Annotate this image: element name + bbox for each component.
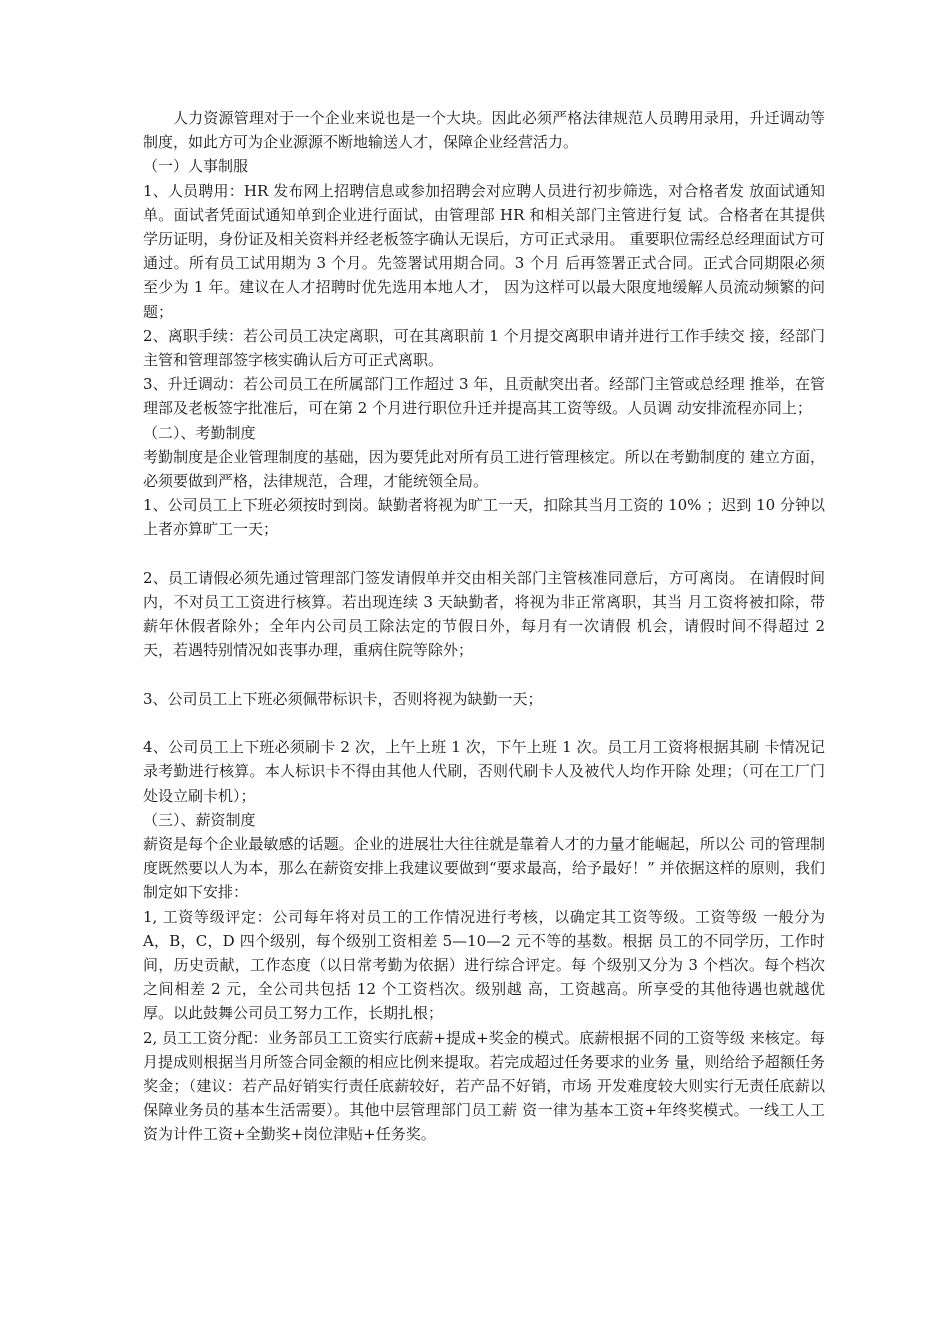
paragraph-salary-grade: 1, 工资等级评定：公司每年将对员工的工作情况进行考核，以确定其工资等级。工资等级 一般分为 A，B，C，D 四个级别，每个级别工资相差 5—10—2 元不等的基数。根据 员工的不同学历，工作时间，历史贡献，工作态度（以日常考勤为依据）进行综合评定。每 个级别又分为 3 个档次。每个档次之间相差 2 元，全公司共包括 12 个工资档次。级别越 高，工资越高。所享受的其他待遇也就越优厚。以此鼓舞公司员工努力工作，长期扎根； [143,907,825,1023]
paragraph-attendance-3: 3、公司员工上下班必须佩带标识卡，否则将视为缺勤一天； [143,689,543,708]
paragraph-attendance-1: 1、公司员工上下班必须按时到岗。缺勤者将视为旷工一天，扣除其当月工资的 10% ；迟到 10 分钟以上者亦算旷工一天； [143,496,825,539]
blank-line [143,711,825,735]
blank-line [143,663,825,687]
paragraph-promotion: 3、升迁调动：若公司员工在所属部门工作超过 3 年，且贡献突出者。经部门主管或总经理 推举，在管理部及老板签字批准后，可在第 2 个月进行职位升迁并提高其工资等级。人员调 动安排流程亦同上； [143,375,825,418]
section-heading-salary: （三）、薪资制度 [143,810,256,829]
paragraph-attendance-intro: 考勤制度是企业管理制度的基础，因为要凭此对所有员工进行管理核定。所以在考勤制度的 建立方面，必须要做到严格，法律规范，合理，才能统领全局。 [143,447,825,491]
section-heading-attendance: （二）、考勤制度 [143,423,256,442]
paragraph-salary-intro: 薪资是每个企业最敏感的话题。企业的进展壮大往往就是靠着人才的力量才能崛起，所以公 司的管理制度既然要以人为本，那么在薪资安排上我建议要做到“要求最高，给予最好！” 并依据这样的原则，我们制定如下安排： [143,835,825,902]
paragraph-recruitment: 1、人员聘用：HR 发布网上招聘信息或参加招聘会对应聘人员进行初步筛选，对合格者发 放面试通知单。面试者凭面试通知单到企业进行面试，由管理部 HR 和相关部门主管进行复 试。合格者在其提供学历证明，身份证及相关资料并经老板签字确认无误后，方可正式录用。 重要职位需经总经理面试方可通过。所有员工试用期为 3 个月。先签署试用期合同。3 个月 后再签署正式合同。正式合同期限必须至少为 1 年。建议在人才招聘时优先选用本地人才， 因为这样可以最大限度地缓解人员流动频繁的问题； [143,181,825,321]
paragraph-attendance-2: 2、员工请假必须先通过管理部门签发请假单并交由相关部门主管核准同意后，方可离岗。 在请假时间内，不对员工工资进行核算。若出现连续 3 天缺勤者，将视为非正常离职，其当 月工资将被扣除，带薪年休假者除外；全年内公司员工除法定的节假日外，每月有一次请假 机会，请假时间不得超过 2 天，若遇特别情况如丧事办理，重病住院等除外； [143,568,825,660]
document-page [143,106,825,1147]
paragraph-attendance-4: 4、公司员工上下班必须刷卡 2 次，上午上班 1 次，下午上班 1 次。员工月工资将根据其刷 卡情况记录考勤进行核算。本人标识卡不得由其他人代刷，否则代刷卡人及被代人均作开除 处理；（可在工厂门处设立刷卡机）； [143,738,825,805]
section-heading-personnel: （一）人事制服 [143,157,249,176]
blank-line [143,542,825,566]
intro-paragraph: 人力资源管理对于一个企业来说也是一个大块。因此必须严格法律规范人员聘用录用，升迁调动等制度，如此方可为企业源源不断地输送人才，保障企业经营活力。 [143,109,825,152]
paragraph-salary-distribution: 2, 员工工资分配：业务部员工工资实行底薪+提成+奖金的模式。底薪根据不同的工资等级 来核定。每月提成则根据当月所签合同金额的相应比例来提取。若完成超过任务要求的业务 量，则给给予超额任务奖金；（建议：若产品好销实行责任底薪较好，若产品不好销，市场 开发难度较大则实行无责任底薪以保障业务员的基本生活需要）。其他中层管理部门员工薪 资一律为基本工资+年终奖模式。一线工人工资为计件工资+全勤奖+岗位津贴+任务奖。 [143,1028,825,1144]
paragraph-resignation: 2、离职手续：若公司员工决定离职，可在其离职前 1 个月提交离职申请并进行工作手续交 接，经部门主管和管理部签字核实确认后方可正式离职。 [143,326,825,370]
